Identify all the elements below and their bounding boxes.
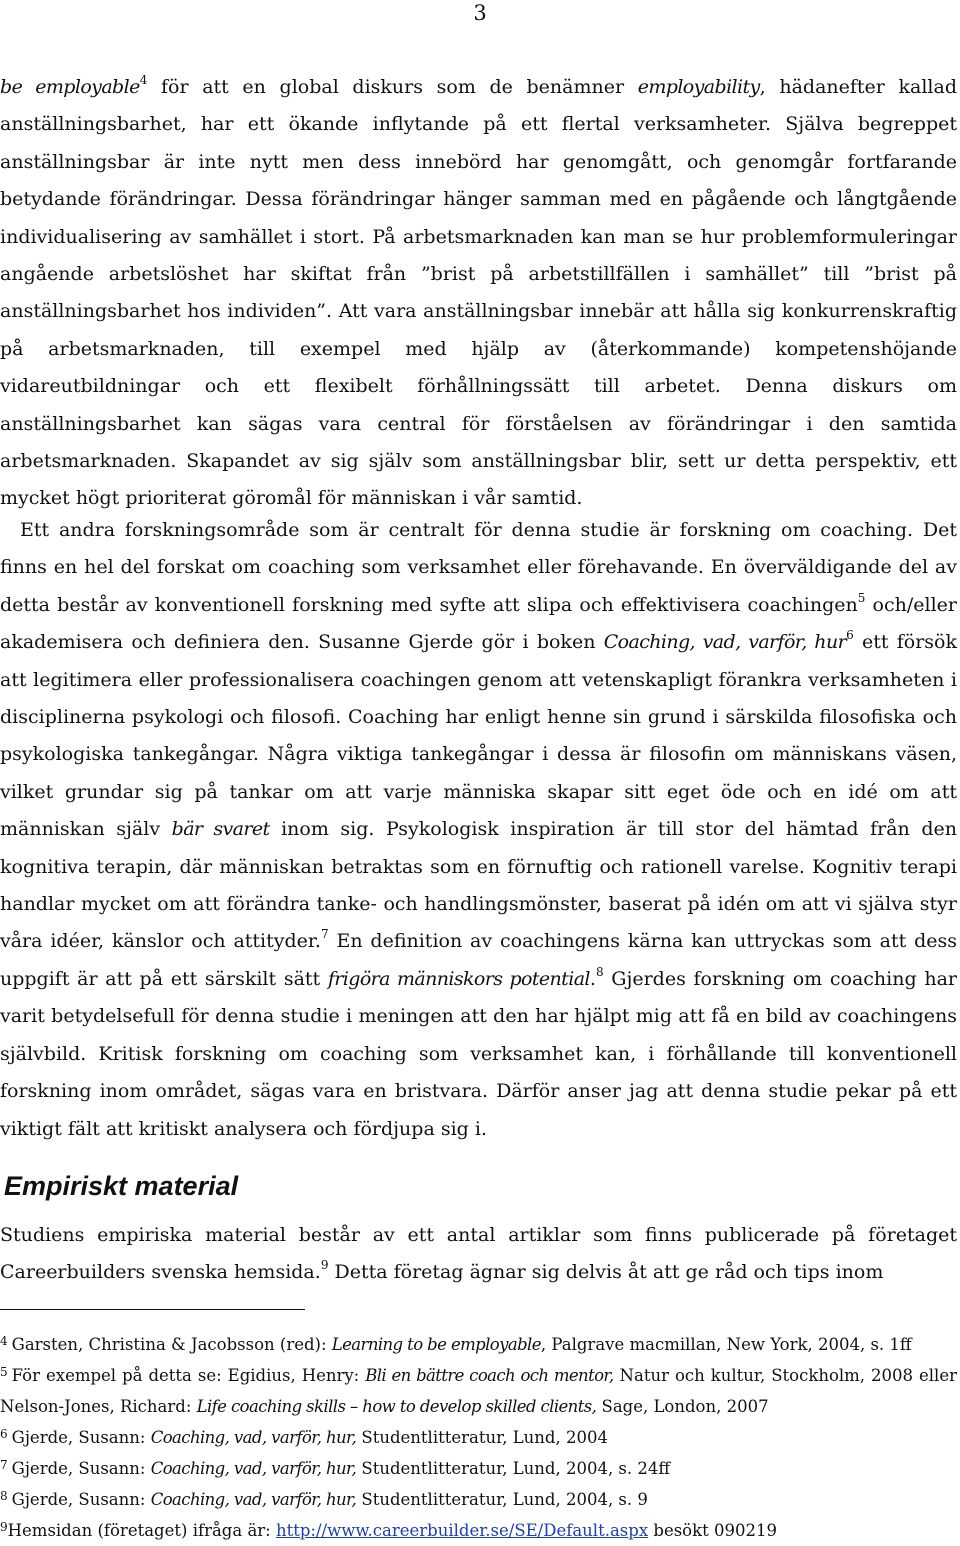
footnote-ref-4[interactable]: 4 [139,73,148,87]
paragraph-text: Ett andra forskningsområde som är centralt för denna studie är forskning om coaching. Det finns en hel del forskat om coaching som verksamhet eller förehavande. En överväldigande del av detta består av konventionell forskning med syfte att slipa och effektivisera coachingen [0,519,957,616]
footnote-ref-6[interactable]: 6 [846,628,854,643]
paragraph-text: inom sig. Psykologisk inspiration är till stor del hämtad från den kognitiva terapin, där människan betraktas som en förnuftig och rationell varelse. Kognitiv terapi handlar mycket om att förändra tanke- och handlingsmönster, baserat på idén om att vi själva styr våra idéer, känslor och attityder. [0,818,957,953]
book-title: Coaching, vad, varför, hur, [150,1428,357,1447]
footnote-separator [0,1309,305,1310]
page-number: 3 [473,1,487,25]
book-title: Life coaching skills – how to develop skilled clients, [196,1397,597,1416]
careerbuilder-link[interactable]: http://www.careerbuilder.se/SE/Default.aspx [275,1521,649,1540]
footnote-text: , Palgrave macmillan, New York, 2004, s. 1ff [540,1335,912,1354]
footnote-ref-5[interactable]: 5 [857,590,866,605]
paragraph-text: , hädanefter kallad anställningsbarhet, har ett ökande inflytande på ett flertal verksamheter. Själva begreppet anställningsbar är inte nytt men dess innebörd har genomgått, och genomgår fortfarande betydande förändringar. Dessa förändringar hänger samman med en pågående och långtgående individualisering av samhället i stort. På arbetsmarknaden kan man se hur problemformuleringar angående arbetslöshet har skiftat från ”brist på arbetstillfällen i samhället” till ”brist på anställningsbarhet hos individen”. Att vara anställningsbar innebär att hålla sig konkurrenskraftig på arbetsmarknaden, till exempel med hjälp av (återkommande) kompetenshöjande vidareutbildningar och ett flexibelt förhållningssätt till arbetet. Denna diskurs om anställningsbarhet kan sägas vara central för förståelsen av förändringar i den samtida arbetsmarknaden. Skapandet av sig själv som anställningsbar blir, sett ur detta perspektiv, ett mycket högt prioriterat göromål för människan i vår samtid. [0,76,957,510]
paragraph-text: ett försök att legitimera eller professionalisera coachingen genom att vetenskapligt förankra verksamheten i disciplinerna psykologi och filosofi. Coaching har enligt henne sin grund i särskilda filosofiska och psykologiska tankegångar. Några viktiga tankegångar i dessa är filosofin om människans väsen, vilket grundar sig på tankar om att varje människa skapar sitt eget öde och en idé om att människan själv [0,631,957,841]
footnote-number: 6 [0,1427,8,1441]
footnote-text: Natur och kultur, Stockholm, 2008 eller Nelson-Jones, Richard: [0,1366,957,1416]
footnote-ref-8[interactable]: 8 [595,964,604,979]
footnote-text: Studentlitteratur, Lund, 2004, s. 9 [356,1490,648,1509]
footnote-number: 5 [0,1365,8,1379]
italic-term: bär svaret [171,818,270,841]
footnote-text: Studentlitteratur, Lund, 2004 [356,1428,608,1447]
book-title: Coaching, vad, varför, hur [603,631,847,654]
footnote-6 [0,1422,957,1453]
paragraph-text: Detta företag ägnar sig delvis åt att ge råd och tips inom [328,1261,884,1284]
italic-term: frigöra människors potential [327,967,590,990]
book-title: Learning to be employable [331,1335,541,1354]
section-heading: Empiriskt material [4,1171,239,1201]
footnote-text: Sage, London, 2007 [596,1397,769,1416]
body-paragraph [0,512,957,1148]
paragraph-text: En definition av coachingens kärna kan uttryckas som att dess uppgift är att på ett särskilt sätt [0,930,958,990]
footnote-ref-9[interactable]: 9 [320,1258,329,1273]
book-title: Coaching, vad, varför, hur, [150,1459,357,1478]
book-title: Bli en bättre coach och mentor, [365,1366,614,1385]
footnote-text: besökt 090219 [648,1521,777,1540]
footnote-ref-7[interactable]: 7 [320,927,329,942]
footnote-text: Gjerde, Susann: [11,1459,151,1478]
footnote-number: 9 [0,1520,8,1534]
italic-term: be employable [0,76,140,98]
paragraph-text: för att en global diskurs som de benämner [147,76,638,98]
paragraph-text: Studiens empiriska material består av ett antal artiklar som finns publicerade på företaget Careerbuilders svenska hemsida. [0,1224,957,1284]
footnote-5 [0,1360,957,1422]
footnote-7 [0,1453,957,1484]
footnote-text: Garsten, Christina & Jacobsson (red): [11,1335,332,1354]
footnote-text: Studentlitteratur, Lund, 2004, s. 24ff [356,1459,671,1478]
body-paragraph [0,69,957,518]
footnote-4 [0,1329,957,1360]
body-paragraph [0,1217,957,1292]
footnote-number: 7 [0,1458,8,1472]
footnote-number: 8 [0,1489,8,1503]
footnote-9 [0,1515,957,1546]
paragraph-text: och/eller akademisera och definiera den. Susanne Gjerde gör i boken [0,593,957,654]
italic-term: employability [637,76,760,98]
footnote-number: 4 [0,1334,8,1348]
footnote-text: Gjerde, Susann: [11,1428,151,1447]
footnote-text: Gjerde, Susann: [11,1490,151,1509]
footnote-text: För exempel på detta se: Egidius, Henry: [11,1366,366,1385]
book-title: Coaching, vad, varför, hur, [150,1490,357,1509]
paragraph-text: Gjerdes forskning om coaching har varit betydelsefull för denna studie i meningen att den har hjälpt mig att få en bild av coachingens självbild. Kritisk forskning om coaching som verksamhet kan, i förhållande till konventionell forskning inom området, sägas vara en bristvara. Därför anser jag att denna studie pekar på ett viktigt fält att kritiskt analysera och fördjupa sig i. [0,967,957,1140]
footnotes [0,1329,957,1546]
footnote-text: Hemsidan (företaget) ifråga är: [7,1521,276,1540]
paragraph-text: . [589,967,596,990]
footnote-8 [0,1484,957,1515]
